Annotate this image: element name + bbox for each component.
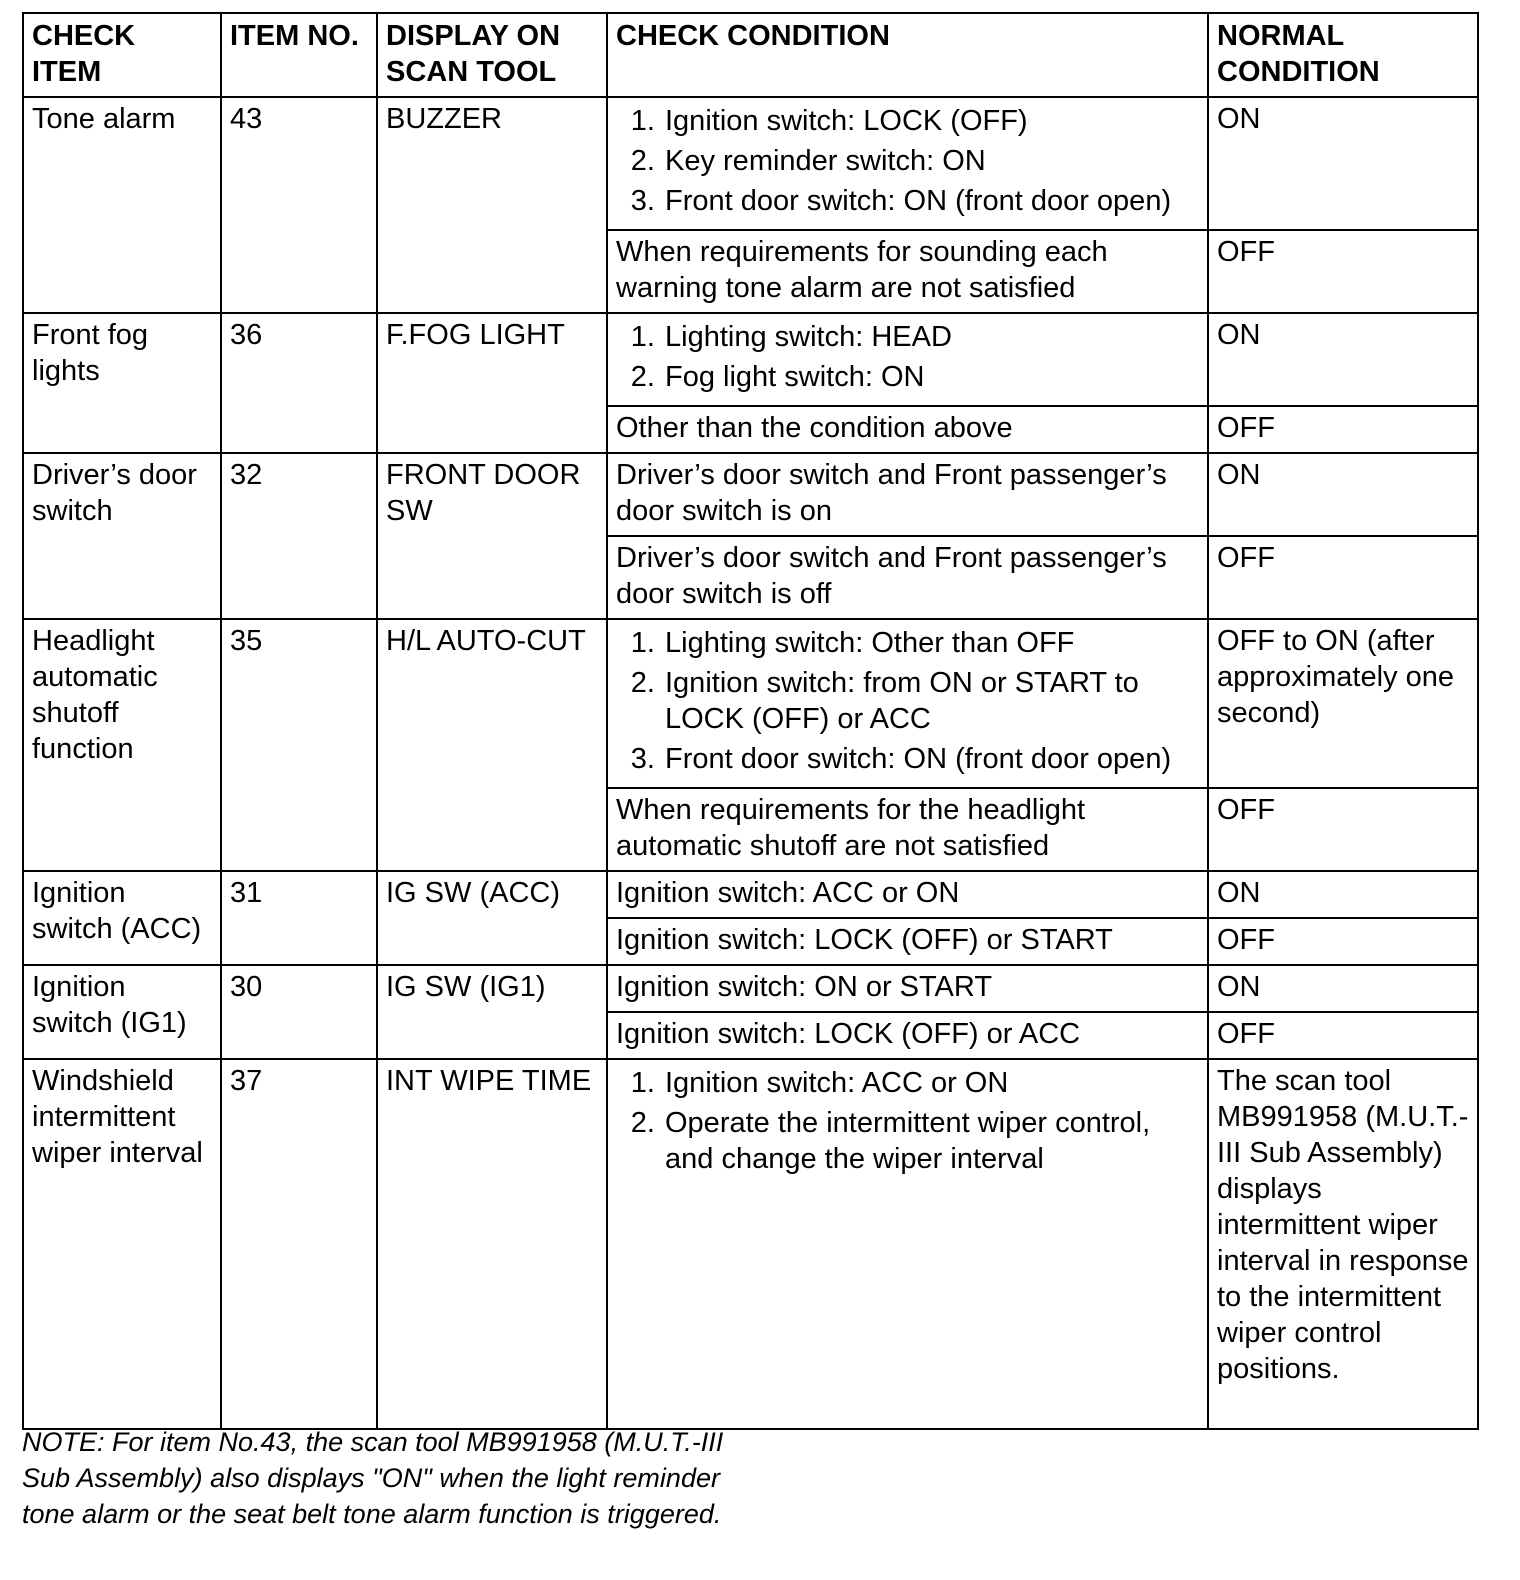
- table-row: [23, 97, 1478, 230]
- condition-step: 1. Lighting switch: Other than OFF: [663, 625, 1199, 661]
- check-condition-cell: Other than the condition above: [607, 406, 1208, 453]
- check-table: [22, 12, 1479, 1430]
- item-no-cell: 31: [221, 871, 377, 965]
- table-row: [23, 965, 1478, 1012]
- condition-steps: [616, 625, 1199, 777]
- normal-condition-cell: ON: [1208, 871, 1478, 918]
- check-item-cell: Tone alarm: [23, 97, 221, 313]
- normal-condition-cell: OFF to ON (after approximately one second): [1208, 619, 1478, 788]
- table-row: [23, 453, 1478, 536]
- check-condition-cell: [607, 313, 1208, 406]
- header-display: DISPLAY ON SCAN TOOL: [377, 13, 607, 97]
- normal-condition-cell: ON: [1208, 97, 1478, 230]
- normal-condition-cell: OFF: [1208, 788, 1478, 871]
- check-item-cell: Driver’s door switch: [23, 453, 221, 619]
- header-row: [23, 13, 1478, 97]
- normal-condition-cell: ON: [1208, 453, 1478, 536]
- condition-steps: [616, 1065, 1199, 1177]
- normal-condition-cell: The scan tool MB991958 (M.U.T.-III Sub Assembly) displays intermittent wiper interval in response to the intermittent wiper control positions.: [1208, 1059, 1478, 1429]
- table-body: [23, 97, 1478, 1429]
- check-item-cell: Ignition switch (ACC): [23, 871, 221, 965]
- table-row: [23, 619, 1478, 788]
- condition-step: 1. Ignition switch: LOCK (OFF): [663, 103, 1199, 139]
- item-no-cell: 43: [221, 97, 377, 313]
- header-check-condition: CHECK CONDITION: [607, 13, 1208, 97]
- check-condition-cell: Ignition switch: ON or START: [607, 965, 1208, 1012]
- display-cell: BUZZER: [377, 97, 607, 313]
- check-condition-cell: Ignition switch: LOCK (OFF) or ACC: [607, 1012, 1208, 1059]
- check-condition-cell: When requirements for the headlight automatic shutoff are not satisfied: [607, 788, 1208, 871]
- item-no-cell: 36: [221, 313, 377, 453]
- display-cell: F.FOG LIGHT: [377, 313, 607, 453]
- display-cell: IG SW (ACC): [377, 871, 607, 965]
- check-item-cell: Front fog lights: [23, 313, 221, 453]
- check-condition-cell: [607, 1059, 1208, 1429]
- table-row: [23, 1059, 1478, 1429]
- check-condition-cell: Driver’s door switch and Front passenger’s door switch is on: [607, 453, 1208, 536]
- normal-condition-cell: ON: [1208, 965, 1478, 1012]
- footnote: NOTE: For item No.43, the scan tool MB991958 (M.U.T.-III Sub Assembly) also displays "ON" when the light reminder tone alarm or the seat belt tone alarm function is triggered.: [22, 1427, 724, 1529]
- item-no-cell: 30: [221, 965, 377, 1059]
- item-no-cell: 32: [221, 453, 377, 619]
- item-no-cell: 35: [221, 619, 377, 871]
- display-cell: H/L AUTO-CUT: [377, 619, 607, 871]
- condition-step: 2. Ignition switch: from ON or START to LOCK (OFF) or ACC: [663, 665, 1199, 737]
- condition-step: 2. Operate the intermittent wiper control, and change the wiper interval: [663, 1105, 1199, 1177]
- condition-step: 1. Lighting switch: HEAD: [663, 319, 1199, 355]
- normal-condition-cell: OFF: [1208, 1012, 1478, 1059]
- table-row: [23, 871, 1478, 918]
- item-no-cell: 37: [221, 1059, 377, 1429]
- display-cell: INT WIPE TIME: [377, 1059, 607, 1429]
- normal-condition-cell: OFF: [1208, 918, 1478, 965]
- check-condition-cell: [607, 97, 1208, 230]
- header-check-item: CHECK ITEM: [23, 13, 221, 97]
- normal-condition-cell: ON: [1208, 313, 1478, 406]
- normal-condition-cell: OFF: [1208, 536, 1478, 619]
- check-condition-cell: [607, 619, 1208, 788]
- condition-step: 1. Ignition switch: ACC or ON: [663, 1065, 1199, 1101]
- condition-step: 3. Front door switch: ON (front door open): [663, 741, 1199, 777]
- table-row: [23, 313, 1478, 406]
- condition-steps: [616, 103, 1199, 219]
- condition-step: 2. Key reminder switch: ON: [663, 143, 1199, 179]
- check-condition-cell: When requirements for sounding each warning tone alarm are not satisfied: [607, 230, 1208, 313]
- condition-steps: [616, 319, 1199, 395]
- display-cell: FRONT DOOR SW: [377, 453, 607, 619]
- check-item-cell: Headlight automatic shutoff function: [23, 619, 221, 871]
- header-normal-condition: NORMAL CONDITION: [1208, 13, 1478, 97]
- check-item-cell: Ignition switch (IG1): [23, 965, 221, 1059]
- check-condition-cell: Ignition switch: LOCK (OFF) or START: [607, 918, 1208, 965]
- check-condition-cell: Ignition switch: ACC or ON: [607, 871, 1208, 918]
- check-condition-cell: Driver’s door switch and Front passenger’s door switch is off: [607, 536, 1208, 619]
- condition-step: 2. Fog light switch: ON: [663, 359, 1199, 395]
- display-cell: IG SW (IG1): [377, 965, 607, 1059]
- check-item-cell: Windshield intermittent wiper interval: [23, 1059, 221, 1429]
- normal-condition-cell: OFF: [1208, 406, 1478, 453]
- header-item-no: ITEM NO.: [221, 13, 377, 97]
- condition-step: 3. Front door switch: ON (front door open): [663, 183, 1199, 219]
- normal-condition-cell: OFF: [1208, 230, 1478, 313]
